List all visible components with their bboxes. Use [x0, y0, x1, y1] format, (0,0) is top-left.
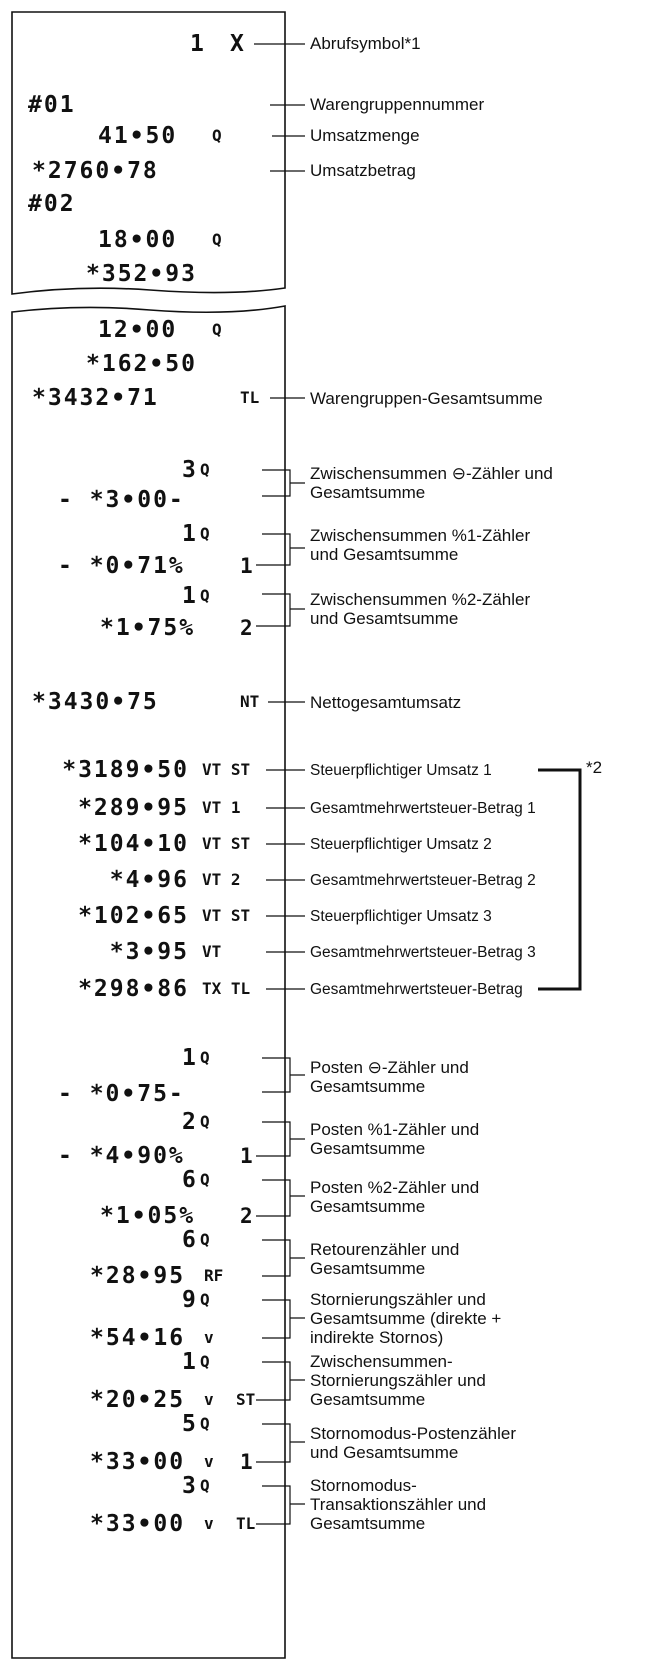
dept1-amount-label: Umsatzbetrag — [310, 161, 416, 180]
qty-unit-icon: Q — [200, 1352, 210, 1371]
tax-row-label: Steuerpflichtiger Umsatz 2 — [310, 836, 492, 853]
voidmode-trans-symbol: TL — [236, 1514, 256, 1533]
tax-row-label: Gesamtmehrwertsteuer-Betrag 3 — [310, 944, 536, 961]
sub-pct1-label: Zwischensummen %1-Zähler und Gesamtsumme — [310, 526, 531, 564]
qty-unit-icon: Q — [200, 586, 210, 605]
tax-row-symbol: TX TL — [202, 979, 251, 998]
qty-unit-icon: Q — [200, 1170, 210, 1189]
voidmode-trans-suffix: v — [204, 1514, 214, 1533]
tax-row-value: *289•95 — [78, 795, 189, 821]
recall-symbol: X — [230, 31, 246, 57]
item-pct1-count: 2 — [182, 1109, 198, 1135]
tax-row-label: Gesamtmehrwertsteuer-Betrag 2 — [310, 872, 536, 889]
dept1-number: #01 — [28, 92, 76, 118]
subvoid-label: Zwischensummen- Stornierungszähler und Gesamtsumme — [310, 1352, 486, 1409]
voidmode-item-index: 1 — [240, 1450, 253, 1474]
dept-total-symbol: TL — [240, 388, 260, 407]
sub-minus-label: Zwischensummen ⊖-Zähler und Gesamtsumme — [310, 464, 553, 502]
dept2-amount: *352•93 — [86, 261, 197, 287]
net-total-value: *3430•75 — [32, 689, 159, 715]
void-suffix: v — [204, 1328, 214, 1347]
tax-bracket-label: *2 — [586, 758, 603, 777]
tax-row-symbol: VT ST — [202, 834, 251, 853]
sub-pct2-count: 1 — [182, 583, 198, 609]
tax-row-label: Steuerpflichtiger Umsatz 3 — [310, 908, 492, 925]
dept1-qty: 41•50 — [98, 123, 178, 149]
qty-unit-icon: Q — [200, 1290, 210, 1309]
tax-row-label: Steuerpflichtiger Umsatz 1 — [310, 762, 492, 779]
tax-row-label: Gesamtmehrwertsteuer-Betrag 1 — [310, 800, 536, 817]
net-total-label: Nettogesamtumsatz — [310, 693, 462, 712]
tax-row-symbol: VT 1 — [202, 798, 241, 817]
qty-unit-icon: Q — [200, 524, 210, 543]
deptN-amount: *162•50 — [86, 351, 197, 377]
dept1-amount: *2760•78 — [32, 158, 159, 184]
qty-unit-icon: Q — [200, 1112, 210, 1131]
item-pct1-label: Posten %1-Zähler und Gesamtsumme — [310, 1120, 480, 1158]
tax-row-value: *102•65 — [78, 903, 189, 929]
item-minus-amount: - *0•75- — [58, 1081, 185, 1107]
sub-pct2-index: 2 — [240, 616, 253, 640]
dept-total-label: Warengruppen-Gesamtsumme — [310, 389, 543, 408]
item-pct2-label: Posten %2-Zähler und Gesamtsumme — [310, 1178, 480, 1216]
recall-label: Abrufsymbol*1 — [310, 34, 421, 53]
tax-row-value: *3•95 — [109, 939, 189, 965]
voidmode-trans-count: 3 — [182, 1473, 198, 1499]
item-pct2-count: 6 — [182, 1167, 198, 1193]
tax-row-label: Gesamtmehrwertsteuer-Betrag — [310, 981, 523, 998]
qty-unit-icon: Q — [200, 1476, 210, 1495]
item-minus-label: Posten ⊖-Zähler und Gesamtsumme — [310, 1058, 469, 1096]
sub-pct1-index: 1 — [240, 554, 253, 578]
subvoid-count: 1 — [182, 1349, 198, 1375]
qty-unit-icon: Q — [200, 1048, 210, 1067]
dept2-number: #02 — [28, 191, 76, 217]
sub-pct2-label: Zwischensummen %2-Zähler und Gesamtsumme — [310, 590, 531, 628]
refund-amount: *28•95 — [90, 1263, 186, 1289]
voidmode-item-label: Stornomodus-Postenzähler und Gesamtsumme — [310, 1424, 517, 1462]
dept2-qty: 18•00 — [98, 227, 178, 253]
tax-row-symbol: VT — [202, 942, 222, 961]
qty-unit-icon: Q — [200, 1230, 210, 1249]
tax-row-symbol: VT ST — [202, 906, 251, 925]
voidmode-item-count: 5 — [182, 1411, 198, 1437]
qty-unit-icon: Q — [200, 460, 210, 479]
qty-unit-icon: Q — [212, 320, 222, 339]
refund-suffix: RF — [204, 1266, 224, 1285]
voidmode-item-suffix: v — [204, 1452, 214, 1471]
item-minus-count: 1 — [182, 1045, 198, 1071]
refund-label: Retourenzähler und Gesamtsumme — [310, 1240, 460, 1278]
tax-row-value: *4•96 — [109, 867, 189, 893]
voidmode-item-amount: *33•00 — [90, 1449, 186, 1475]
dept-total-value: *3432•71 — [32, 385, 159, 411]
tax-row-value: *3189•50 — [62, 757, 189, 783]
sub-pct1-count: 1 — [182, 521, 198, 547]
refund-count: 6 — [182, 1227, 198, 1253]
deptN-qty: 12•00 — [98, 317, 178, 343]
tax-row-symbol: VT 2 — [202, 870, 241, 889]
item-pct1-index: 1 — [240, 1144, 253, 1168]
subvoid-symbol: ST — [236, 1390, 256, 1409]
void-amount: *54•16 — [90, 1325, 186, 1351]
subvoid-amount: *20•25 — [90, 1387, 186, 1413]
sub-minus-amount: - *3•00- — [58, 487, 185, 513]
sub-pct2-amount: *1•75% — [100, 615, 196, 641]
qty-unit-icon: Q — [212, 126, 222, 145]
tax-row-value: *104•10 — [78, 831, 189, 857]
tax-row-value: *298•86 — [78, 976, 189, 1002]
sub-minus-count: 3 — [182, 457, 198, 483]
recall-number: 1 — [190, 31, 206, 57]
qty-unit-icon: Q — [212, 230, 222, 249]
item-pct2-amount: *1•05% — [100, 1203, 196, 1229]
tax-row-symbol: VT ST — [202, 760, 251, 779]
bracket-tax-group — [538, 770, 580, 989]
dept1-number-label: Warengruppennummer — [310, 95, 485, 114]
dept1-qty-label: Umsatzmenge — [310, 126, 420, 145]
sub-pct1-amount: - *0•71% — [58, 553, 185, 579]
item-pct1-amount: - *4•90% — [58, 1143, 185, 1169]
void-count: 9 — [182, 1287, 198, 1313]
item-pct2-index: 2 — [240, 1204, 253, 1228]
subvoid-suffix: v — [204, 1390, 214, 1409]
voidmode-trans-label: Stornomodus- Transaktionszähler und Gesamtsumme — [310, 1476, 487, 1533]
net-total-symbol: NT — [240, 692, 260, 711]
qty-unit-icon: Q — [200, 1414, 210, 1433]
voidmode-trans-amount: *33•00 — [90, 1511, 186, 1537]
void-label: Stornierungszähler und Gesamtsumme (direkte + indirekte Stornos) — [310, 1290, 502, 1347]
